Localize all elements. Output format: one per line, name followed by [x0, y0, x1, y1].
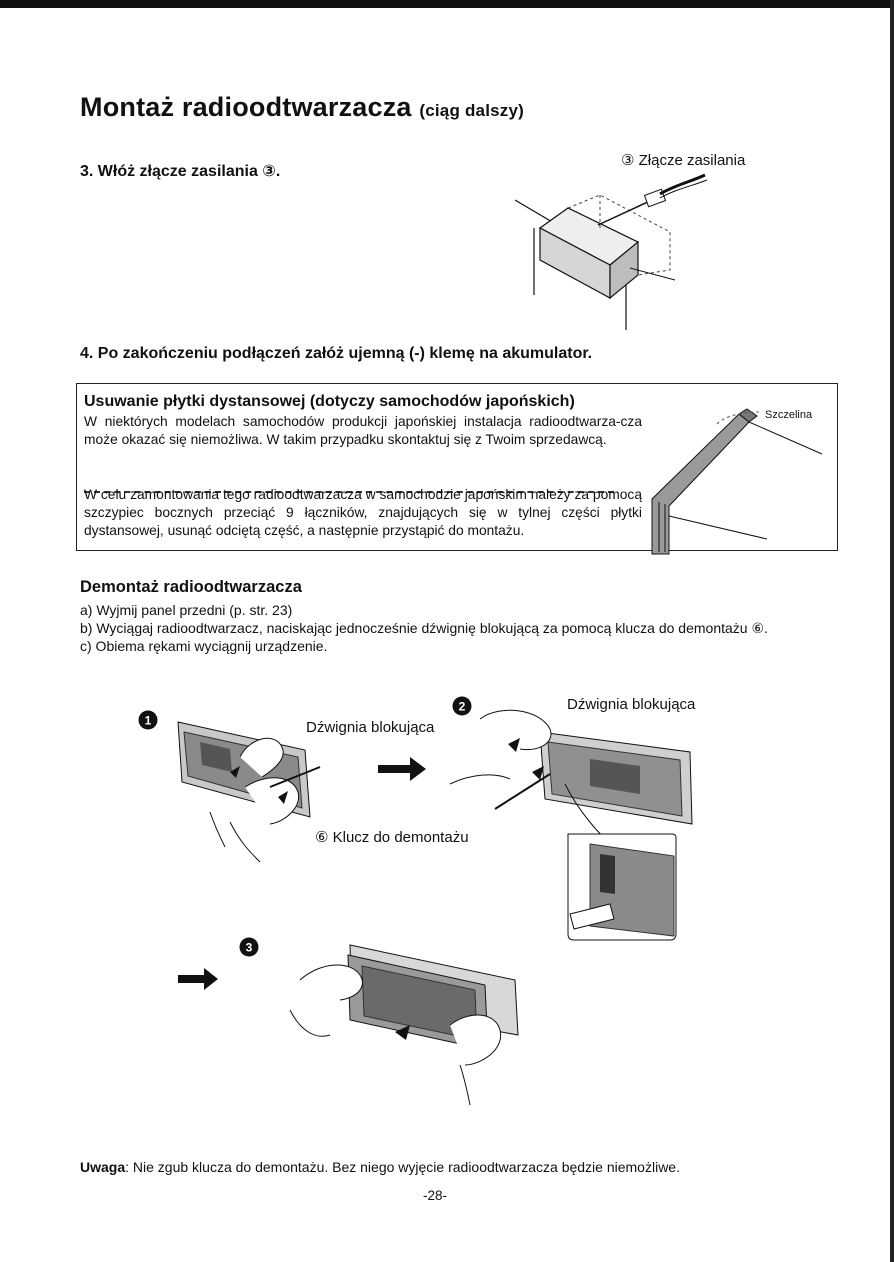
power-connector-label: ③ Złącze zasilania: [621, 152, 746, 169]
locking-lever-label-1: Dźwignia blokująca: [306, 719, 435, 736]
spacer-box-heading: Usuwanie płytki dystansowej (dotyczy samochodów japońskich): [84, 393, 575, 410]
removal-key-label: ⑥ Klucz do demontażu: [315, 829, 469, 846]
removal-step-b: b) Wyciągaj radioodtwarzacz, naciskając jednocześnie dźwignię blokującą za pomocą klucza do demontażu ⑥.: [80, 620, 768, 636]
page-title: Montaż radioodtwarzacza (ciąg dalszy): [80, 92, 524, 122]
right-border: [890, 0, 894, 1262]
page-subtitle: (ciąg dalszy): [419, 101, 524, 120]
step-1-number: 1: [144, 713, 152, 728]
spacer-plate-illustration: [647, 404, 837, 554]
step-4-text: 4. Po zakończeniu podłączeń załóż ujemną (-) klemę na akumulator.: [80, 345, 593, 362]
page-number: -28-: [423, 1188, 448, 1203]
step-2-number: 2: [458, 699, 466, 714]
removal-illustration-1: [170, 712, 350, 862]
top-border: [0, 0, 894, 8]
arrow-right-icon-2: [178, 968, 218, 990]
spacer-box-paragraph-2: W celu zamontowania tego radioodtwarzacza w samochodzie japońskim należy za pomocą szczypiec bocznych przeciąć 9 łączników, znajdujących się w tylnej części płytki dystansowej, usunąć odciętą część, a następnie przystąpić do montażu.: [84, 487, 642, 538]
spacer-removal-box: [76, 383, 838, 551]
step-3-number: 3: [245, 940, 253, 955]
removal-step-1-badge: [138, 710, 158, 730]
warning-note-text: : Nie zgub klucza do demontażu. Bez niego wyjęcie radioodtwarzacza będzie niemożliwe.: [125, 1159, 680, 1175]
removal-step-a: a) Wyjmij panel przedni (p. str. 23): [80, 602, 293, 618]
removal-step-c: c) Obiema rękami wyciągnij urządzenie.: [80, 638, 328, 654]
removal-illustration-2: [440, 704, 710, 944]
removal-steps-list: [80, 601, 768, 655]
power-connector-illustration: [510, 170, 710, 335]
removal-illustration-3: [270, 940, 530, 1110]
removal-step-3-badge: [239, 937, 259, 957]
arrow-right-icon: [378, 757, 428, 781]
locking-lever-label-2: Dźwignia blokująca: [567, 696, 696, 713]
warning-note: [80, 1159, 680, 1175]
step-3-text: 3. Włóż złącze zasilania ③.: [80, 163, 281, 180]
warning-note-label: Uwaga: [80, 1159, 126, 1175]
spacer-box-paragraph-1: W niektórych modelach samochodów produkcji japońskiej instalacja radioodtwarza-cza może okazać się niemożliwa. W takim przypadku skontaktuj się z Twoim sprzedawcą.: [84, 414, 642, 447]
slot-label: Szczelina: [765, 409, 813, 421]
removal-heading: Demontaż radioodtwarzacza: [80, 578, 302, 596]
